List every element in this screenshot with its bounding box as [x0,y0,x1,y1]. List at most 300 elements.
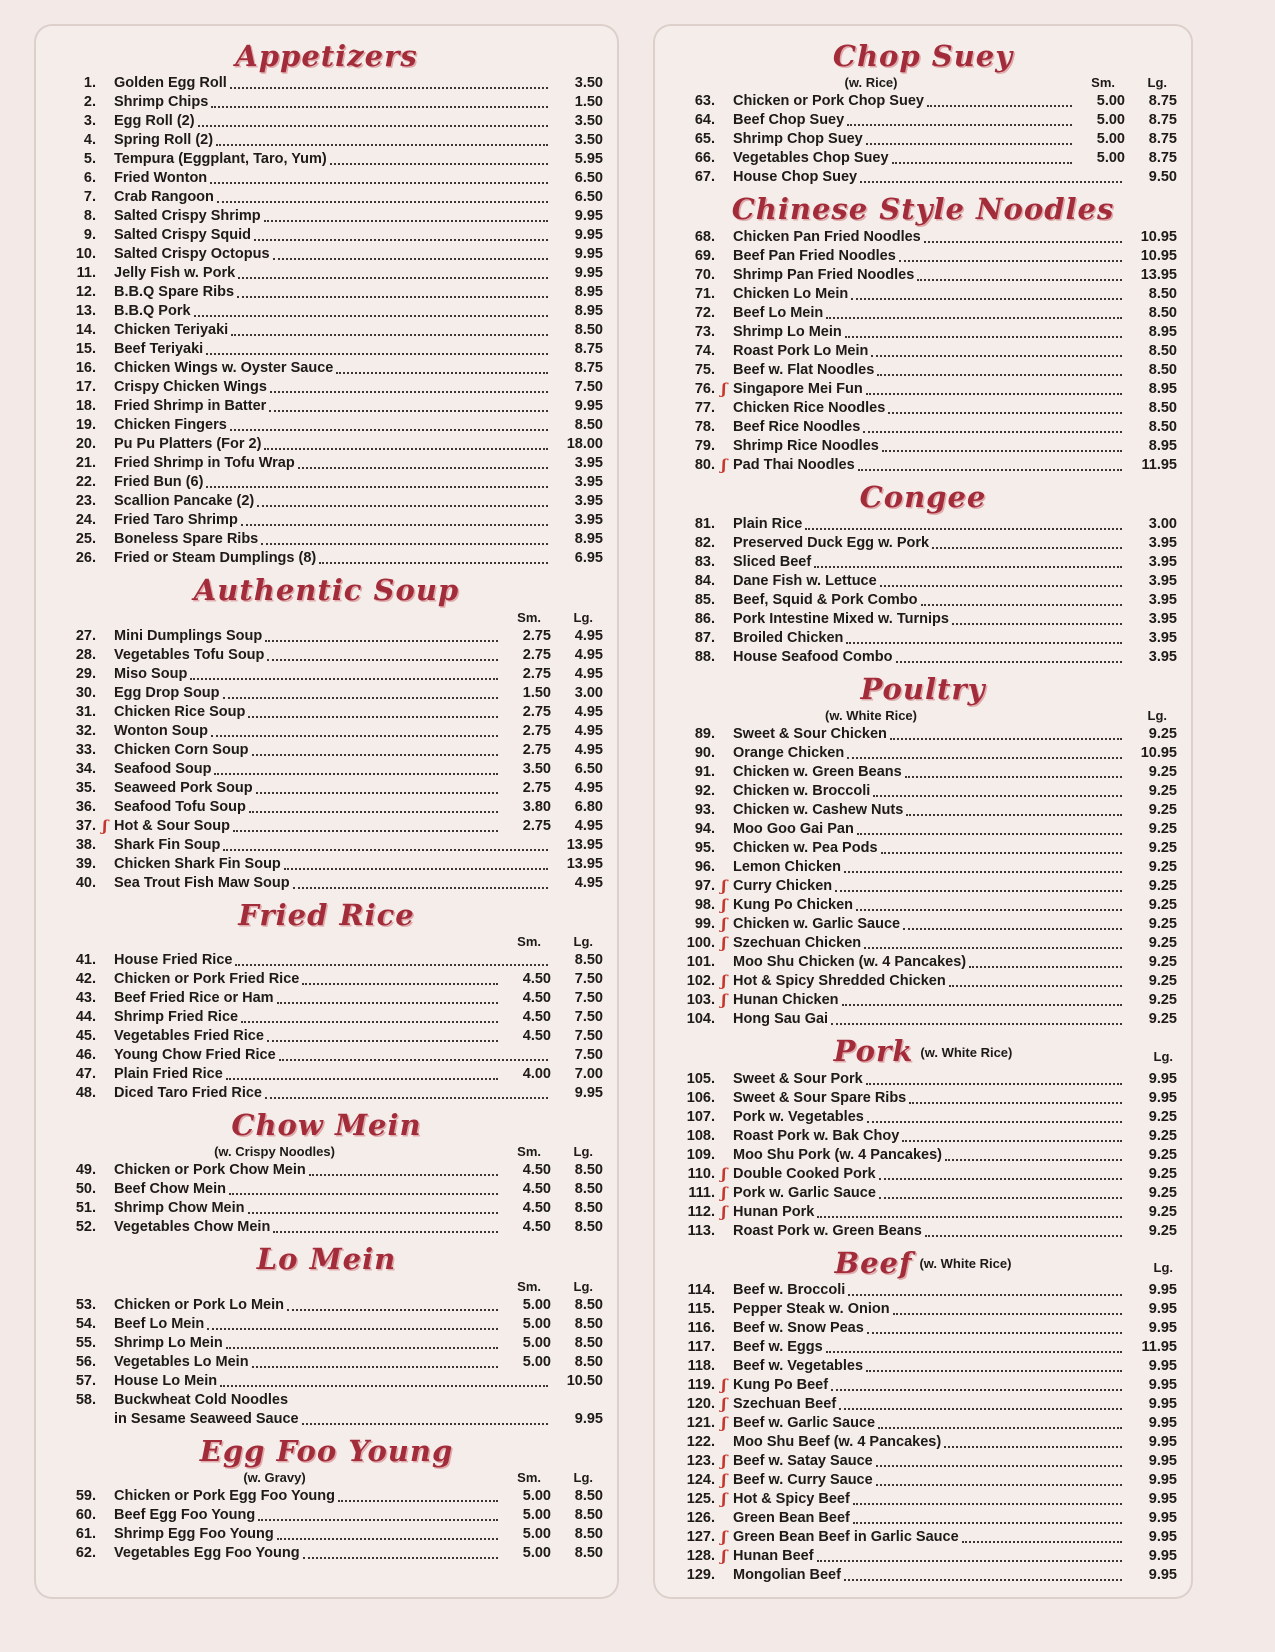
spicy-slot [96,1161,114,1180]
price-large: 3.95 [574,512,603,529]
menu-item [50,874,603,893]
item-name: Vegetables Chop Suey [733,150,889,167]
price-large: 10.95 [1140,247,1177,264]
menu-item [50,321,603,340]
spicy-slot [715,534,733,553]
menu-item [669,1300,1177,1319]
dot-leader [880,585,1122,587]
item-name: Chicken w. Pea Pods [733,840,878,857]
menu-item [669,1528,1177,1547]
price-large: 8.50 [574,1219,603,1236]
item-name: Shrimp Lo Mein [733,323,842,340]
item-number: 5. [83,151,96,168]
item-number: 61. [75,1526,96,1543]
dot-leader [903,928,1122,930]
item-name: Fried or Steam Dumplings (8) [114,550,317,567]
price-small: 5.00 [1096,112,1125,129]
column-headers [669,74,1177,91]
size-label-large: Lg. [1147,75,1168,91]
dot-leader [284,868,548,870]
spicy-slot [96,169,114,188]
spicy-slot [715,1108,733,1127]
item-name: Sweet & Sour Spare Ribs [733,1089,907,1106]
price-large: 3.95 [1148,630,1177,647]
dot-leader [831,1023,1122,1025]
item-number: 81. [694,516,715,533]
price-large: 9.95 [574,246,603,263]
menu-item [50,703,603,722]
price-large: 9.95 [1148,1396,1177,1413]
item-number: 13. [75,303,96,320]
item-name: Moo Goo Gai Pan [733,821,854,838]
item-number: 9. [83,227,96,244]
spicy-slot [96,1027,114,1046]
dot-leader [216,144,548,146]
price-large: 9.95 [1148,1491,1177,1508]
section-chinese-style-noodles [669,193,1177,474]
dot-leader [877,374,1122,376]
menu-item [669,1509,1177,1528]
item-name: Vegetables Lo Mein [114,1353,249,1370]
menu-item [50,359,603,378]
item-number: 102. [686,973,715,990]
column-headers [669,707,1177,724]
item-name: Chicken Teriyaki [114,322,229,339]
item-name: Double Cooked Pork [733,1165,876,1182]
spicy-slot [96,1084,114,1103]
price-small: 4.00 [522,1066,551,1083]
menu-item [50,226,603,245]
spicy-slot [96,150,114,169]
item-name: B.B.Q Pork [114,303,191,320]
item-name: Chicken or Pork Lo Mein [114,1296,284,1313]
spicy-slot [96,1487,114,1506]
size-label-large: Lg. [573,609,593,625]
item-name: Beef w. Snow Peas [733,1320,864,1337]
price-small: 5.00 [1096,131,1125,148]
spicy-slot [715,323,733,342]
spicy-icon: ʃ [721,1395,727,1414]
price-large: 8.75 [1148,150,1177,167]
item-name: Moo Shu Pork (w. 4 Pancakes) [733,1146,942,1163]
price-large: 7.00 [574,1066,603,1083]
item-name: Hot & Spicy Beef [733,1491,850,1508]
menu-item [669,1319,1177,1338]
dot-leader [826,1351,1122,1353]
menu-item [669,572,1177,591]
price-large: 8.95 [574,303,603,320]
price-large: 3.50 [574,132,603,149]
spicy-slot [715,1566,733,1585]
price-small: 2.75 [522,646,551,663]
dot-leader [969,966,1122,968]
price-large: 8.50 [574,1162,603,1179]
price-small: 4.50 [522,1028,551,1045]
dot-leader [899,260,1122,262]
dot-leader [214,773,498,775]
item-number: 116. [687,1320,715,1337]
size-label-large: Lg. [573,1144,593,1160]
item-number: 8. [83,208,96,225]
dot-leader [924,241,1122,243]
dot-leader [879,1197,1122,1199]
spicy-slot [96,1199,114,1218]
spicy-slot [715,437,733,456]
spicy-slot [96,627,114,646]
spicy-slot [715,1070,733,1089]
spicy-slot [96,1065,114,1084]
menu-item [50,207,603,226]
price-small: 5.00 [522,1545,551,1562]
dot-leader [805,528,1122,530]
dot-leader [229,1193,498,1195]
item-number: 100. [686,935,715,952]
menu-column-left [34,24,619,1599]
item-number: 38. [75,836,96,853]
price-small: 4.50 [522,1181,551,1198]
dot-leader [252,1366,498,1368]
dot-leader [866,1370,1122,1372]
item-name: Pork w. Vegetables [733,1108,864,1125]
menu-item [669,168,1177,187]
item-number: 85. [694,592,715,609]
item-number-empty [50,1410,96,1429]
menu-item [50,264,603,283]
item-name: Golden Egg Roll [114,75,227,92]
menu-item [669,1165,1177,1184]
price-large: 8.75 [1148,131,1177,148]
dot-leader [863,431,1122,433]
menu-item [669,1338,1177,1357]
item-number: 45. [75,1028,96,1045]
item-name: Moo Shu Beef (w. 4 Pancakes) [733,1434,942,1451]
dot-leader [917,279,1122,281]
price-small: 2.75 [522,779,551,796]
spicy-slot [715,399,733,418]
dot-leader [847,757,1122,759]
item-number: 104. [686,1011,715,1028]
dot-leader [944,1446,1122,1448]
price-large: 9.95 [1148,1434,1177,1451]
menu-item [50,836,603,855]
item-number: 74. [694,342,715,359]
spicy-slot [715,285,733,304]
dot-leader [909,1102,1122,1104]
item-number: 22. [75,474,96,491]
item-number: 99. [694,916,715,933]
item-name: Shrimp Lo Mein [114,1334,223,1351]
menu-item [669,418,1177,437]
spicy-slot [715,1300,733,1319]
price-large: 9.25 [1148,840,1177,857]
dot-leader [860,181,1122,183]
menu-item [669,725,1177,744]
price-large: 5.95 [574,151,603,168]
menu-item [669,1127,1177,1146]
item-name: Sweet & Sour Pork [733,1070,863,1087]
item-number: 24. [75,512,96,529]
price-large: 7.50 [574,990,603,1007]
item-number: 83. [694,554,715,571]
dot-leader [867,1121,1122,1123]
dot-leader [952,623,1122,625]
dot-leader [336,372,548,374]
spicy-slot [715,953,733,972]
menu-item [669,629,1177,648]
spicy-icon: ʃ [721,877,727,896]
spicy-icon: ʃ [721,1414,727,1433]
price-large: 9.25 [1148,1108,1177,1125]
price-large: 6.50 [574,170,603,187]
price-large: 3.50 [574,113,603,130]
price-large: 6.50 [574,760,603,777]
dot-leader [962,1541,1122,1543]
menu-item [50,1506,603,1525]
dot-leader [879,1178,1122,1180]
item-number: 15. [75,341,96,358]
item-name: Chicken w. Cashew Nuts [733,802,904,819]
item-number: 59. [75,1488,96,1505]
item-number: 126. [686,1510,715,1527]
item-name: Pork w. Garlic Sauce [733,1184,876,1201]
item-name: Broiled Chicken [733,630,844,647]
price-large: 7.50 [574,1047,603,1064]
price-large: 6.50 [574,189,603,206]
item-number: 111. [688,1184,715,1201]
section-title-text: Chow Mein [231,1108,422,1143]
item-name: Vegetables Egg Foo Young [114,1545,300,1562]
price-small: 5.00 [1096,93,1125,110]
price-large: 9.25 [1148,1165,1177,1182]
spicy-slot [96,951,114,970]
dot-leader [223,849,548,851]
item-name: Tempura (Eggplant, Taro, Yum) [114,151,327,168]
menu-item [669,228,1177,247]
menu-item [50,549,603,568]
item-number: 97. [694,878,715,895]
item-name: Moo Shu Chicken (w. 4 Pancakes) [733,954,967,971]
item-number: 40. [75,874,96,891]
menu-item [669,1184,1177,1203]
menu-item [50,760,603,779]
size-label-small: Sm. [517,1278,541,1294]
menu-item [50,511,603,530]
menu-item [50,93,603,112]
spicy-slot [96,245,114,264]
price-large: 8.50 [574,1526,603,1543]
dot-leader [866,1083,1122,1085]
dot-leader [932,547,1122,549]
spicy-slot [96,1410,114,1429]
item-name: Sweet & Sour Chicken [733,726,887,743]
price-large: 3.95 [1148,535,1177,552]
menu-item [50,1315,603,1334]
dot-leader [814,566,1122,568]
menu-item [669,991,1177,1010]
item-number: 36. [75,798,96,815]
item-name: Hot & Sour Soup [114,817,230,834]
menu-item [50,646,603,665]
spicy-slot [715,149,733,168]
item-number: 76. [694,380,715,397]
item-number: 48. [75,1085,96,1102]
dot-leader [273,1231,498,1233]
item-number: 91. [694,764,715,781]
section-subtitle: (w. Rice) [844,75,898,91]
item-name: Seaweed Pork Soup [114,779,253,796]
section-title [50,1243,603,1276]
dot-leader [233,830,498,832]
menu-item [669,130,1177,149]
spicy-icon: ʃ [721,991,727,1010]
dot-leader [867,1332,1122,1334]
spicy-slot [715,553,733,572]
item-number: 6. [83,170,96,187]
dot-leader [927,105,1072,107]
price-large: 18.00 [566,436,603,453]
section-subtitle: (w. White Rice) [825,708,917,724]
dot-leader [835,890,1122,892]
price-large: 4.95 [574,779,603,796]
spicy-slot [96,473,114,492]
spicy-slot [96,1315,114,1334]
spicy-icon: ʃ [721,379,727,398]
item-name: Szechuan Beef [733,1396,837,1413]
item-name: Salted Crispy Shrimp [114,208,261,225]
item-name: House Chop Suey [733,169,858,186]
section-subtitle: (w. Crispy Noodles) [214,1144,335,1160]
spicy-slot [96,779,114,798]
item-name: Chicken w. Garlic Sauce [733,916,901,933]
item-name: Beef w. Garlic Sauce [733,1415,876,1432]
section-chow-mein [50,1109,603,1237]
spicy-slot [96,1180,114,1199]
item-number: 105. [686,1070,715,1087]
item-number: 123. [686,1453,715,1470]
menu-item [50,378,603,397]
dot-leader [842,1004,1122,1006]
spicy-slot [96,492,114,511]
menu-item [669,92,1177,111]
item-number: 51. [75,1200,96,1217]
price-large: 9.95 [574,398,603,415]
item-name: Plain Fried Rice [114,1066,223,1083]
size-label-small: Sm. [517,609,541,625]
spicy-icon: ʃ [721,1183,727,1202]
price-large: 8.50 [574,1315,603,1332]
column-headers [50,609,603,626]
price-large: 8.50 [1148,361,1177,378]
price-large: 3.95 [1148,554,1177,571]
item-name: Shrimp Pan Fried Noodles [733,266,915,283]
item-number: 2. [83,94,96,111]
item-name: Roast Pork w. Green Beans [733,1222,922,1239]
spicy-slot [96,703,114,722]
menu-item [50,188,603,207]
dot-leader [945,1159,1122,1161]
dot-leader [277,1002,498,1004]
dot-leader [210,182,548,184]
section-title-text: Pork [833,1034,914,1069]
spicy-icon: ʃ [721,1452,727,1471]
price-large: 9.25 [1148,1203,1177,1220]
price-large: 9.25 [1148,1011,1177,1028]
item-number: 72. [694,304,715,321]
spicy-slot [715,515,733,534]
menu-item [50,1065,603,1084]
item-number: 110. [687,1165,715,1182]
menu-item [669,610,1177,629]
dot-leader [905,776,1122,778]
item-name: Crispy Chicken Wings [114,379,267,396]
item-number: 75. [694,361,715,378]
item-number: 29. [75,665,96,682]
dot-leader [223,697,498,699]
menu-item [669,934,1177,953]
item-name: Pu Pu Platters (For 2) [114,436,262,453]
item-name: Beef Lo Mein [114,1315,205,1332]
item-name: Vegetables Tofu Soup [114,646,265,663]
spicy-slot [96,646,114,665]
item-number: 28. [75,646,96,663]
spicy-slot [96,549,114,568]
menu-item [50,722,603,741]
price-small: 1.50 [522,684,551,701]
dot-leader [817,1216,1122,1218]
item-name: Roast Pork Lo Mein [733,342,869,359]
section-title [50,899,603,932]
item-name: Szechuan Chicken [733,935,862,952]
item-name: Chicken Fingers [114,417,227,434]
menu-item [50,741,603,760]
menu-item [669,399,1177,418]
item-name: Plain Rice [733,516,803,533]
item-name: Hunan Beef [733,1548,814,1565]
size-label-small: Sm. [517,934,541,950]
menu-item [669,1070,1177,1089]
item-name: Hunan Pork [733,1203,815,1220]
item-name: Miso Soup [114,665,188,682]
section-egg-foo-young [50,1435,603,1563]
dot-leader [853,1503,1122,1505]
price-large: 9.95 [1148,1415,1177,1432]
price-large: 3.00 [1148,516,1177,533]
menu-item [50,817,603,836]
dot-leader [217,201,548,203]
menu-item [669,1281,1177,1300]
item-name: Crab Rangoon [114,189,214,206]
spicy-slot [715,247,733,266]
section-title [50,574,603,607]
price-large: 10.50 [566,1372,603,1389]
menu-item [50,435,603,454]
item-name: Shrimp Rice Noodles [733,437,879,454]
dot-leader [881,852,1122,854]
item-name: Hunan Chicken [733,992,839,1009]
spicy-slot [96,454,114,473]
price-large: 9.95 [1148,1358,1177,1375]
item-name: Jelly Fish w. Pork [114,265,236,282]
item-name: Chicken Pan Fried Noodles [733,228,921,245]
price-small: 4.50 [522,1219,551,1236]
price-large: 9.25 [1148,1222,1177,1239]
item-name: Chicken or Pork Chop Suey [733,93,924,110]
item-number: 121. [686,1415,715,1432]
item-number: 17. [75,379,96,396]
price-small: 5.00 [522,1507,551,1524]
menu-item [50,855,603,874]
item-name: Pad Thai Noodles [733,456,855,473]
